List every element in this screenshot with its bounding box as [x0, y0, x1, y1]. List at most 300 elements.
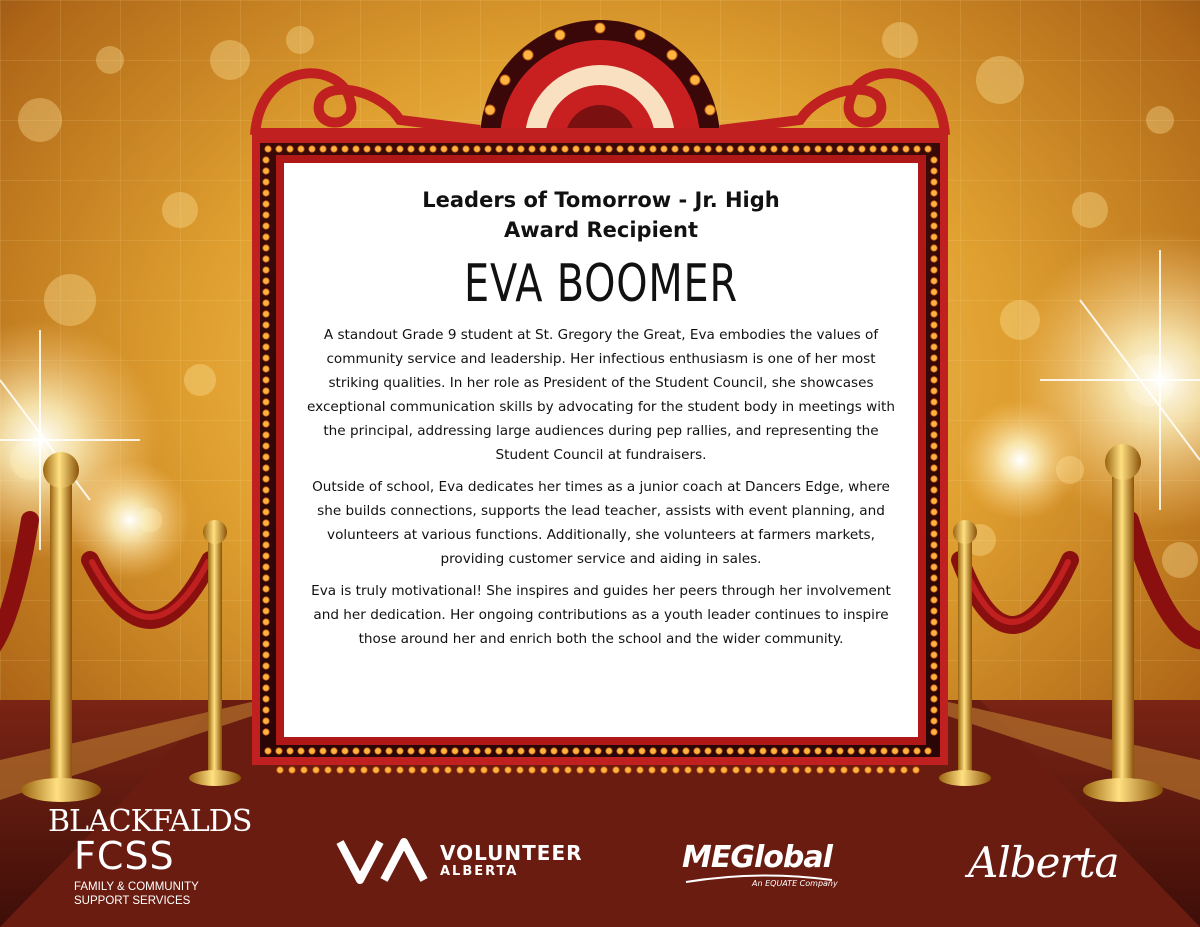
marquee-bulb [562, 146, 568, 152]
marquee-bulb [313, 767, 319, 773]
marquee-bulb [881, 748, 887, 754]
marquee-bulb [331, 748, 337, 754]
marquee-bulb [931, 597, 937, 603]
marquee-bulb [650, 748, 656, 754]
marquee-bulb [716, 146, 722, 152]
marquee-bulb [518, 748, 524, 754]
marquee-bulb [595, 748, 601, 754]
marquee-bulb [263, 289, 269, 295]
marquee-bulb [309, 748, 315, 754]
marquee-bulb [409, 767, 415, 773]
marquee-bulb [877, 767, 883, 773]
marquee-bulb [263, 718, 269, 724]
marquee-bulb [931, 344, 937, 350]
marquee-bulb [263, 245, 269, 251]
marquee-bulb [263, 465, 269, 471]
marquee-bulb [263, 487, 269, 493]
volunteer-wordmark: VOLUNTEER [440, 841, 583, 865]
marquee-bulb [870, 146, 876, 152]
marquee-bulb [298, 146, 304, 152]
marquee-bulb [931, 300, 937, 306]
alberta-subword: ALBERTA [440, 864, 519, 879]
marquee-bulb [697, 767, 703, 773]
marquee-bulb [263, 553, 269, 559]
marquee-bulb [749, 146, 755, 152]
marquee-bulb [433, 767, 439, 773]
marquee-bulb [364, 748, 370, 754]
marquee-bulb [277, 767, 283, 773]
marquee-bulb [931, 575, 937, 581]
marquee-bulb [931, 641, 937, 647]
marquee-bulb [577, 767, 583, 773]
marquee-bulb [628, 146, 634, 152]
marquee-bulb [430, 748, 436, 754]
marquee-bulb [263, 278, 269, 284]
marquee-bulb [457, 767, 463, 773]
fcss-subtitle-line2: SUPPORT SERVICES [74, 895, 191, 907]
marquee-bulb [705, 146, 711, 152]
marquee-bulb [771, 748, 777, 754]
marquee-bulb [931, 685, 937, 691]
marquee-bulb [694, 748, 700, 754]
marquee-bulb [931, 201, 937, 207]
marquee-bulb [573, 748, 579, 754]
marquee-bulb [325, 767, 331, 773]
marquee-bulb [309, 146, 315, 152]
marquee-bulb [474, 748, 480, 754]
marquee-bulb [661, 748, 667, 754]
marquee-bulb [931, 674, 937, 680]
marquee-bulb [769, 767, 775, 773]
marquee-bulb [931, 487, 937, 493]
marquee-bulb [733, 767, 739, 773]
meglobal-wordmark: MEGlobal [682, 840, 832, 875]
marquee-bulb [931, 619, 937, 625]
marquee-bulb [397, 748, 403, 754]
marquee-bulb [463, 146, 469, 152]
marquee-bulb [931, 168, 937, 174]
marquee-bulb [931, 333, 937, 339]
marquee-bulb [263, 234, 269, 240]
marquee-bulb [263, 476, 269, 482]
marquee-bulb [397, 146, 403, 152]
marquee-bulb [931, 388, 937, 394]
marquee-bulb [931, 465, 937, 471]
marquee-bulb [931, 652, 937, 658]
marquee-bulb [931, 509, 937, 515]
marquee-bulb [931, 630, 937, 636]
marquee-bulb [276, 748, 282, 754]
marquee-bulb [727, 146, 733, 152]
marquee-bulb [793, 146, 799, 152]
marquee-bulb [931, 454, 937, 460]
marquee-bulb [931, 223, 937, 229]
marquee-bulb [263, 388, 269, 394]
marquee-bulb [931, 267, 937, 273]
marquee-bulb [757, 767, 763, 773]
marquee-bulb [386, 748, 392, 754]
marquee-bulb [889, 767, 895, 773]
marquee-bulb [493, 767, 499, 773]
marquee-bulb [649, 767, 655, 773]
marquee-bulb [263, 201, 269, 207]
marquee-bulb [287, 748, 293, 754]
marquee-bulb [837, 748, 843, 754]
marquee-bulb [276, 146, 282, 152]
marquee-bulb [263, 179, 269, 185]
marquee-bulb [931, 707, 937, 713]
marquee-bulb [931, 190, 937, 196]
marquee-bulb [804, 748, 810, 754]
marquee-bulb [263, 696, 269, 702]
marquee-bulb [562, 748, 568, 754]
marquee-bulb [815, 748, 821, 754]
marquee-bulb [914, 748, 920, 754]
marquee-bulb [386, 146, 392, 152]
marquee-bulb [263, 509, 269, 515]
marquee-bulb [353, 146, 359, 152]
marquee-bulb [931, 586, 937, 592]
marquee-bulb [661, 146, 667, 152]
marquee-bulb [782, 748, 788, 754]
marquee-bulb [931, 256, 937, 262]
marquee-bulb [625, 767, 631, 773]
marquee-bulb [263, 355, 269, 361]
marquee-bulb [931, 443, 937, 449]
marquee-bulb [263, 619, 269, 625]
marquee-bulb [913, 767, 919, 773]
marquee-bulb [263, 564, 269, 570]
marquee-bulb [565, 767, 571, 773]
marquee-bulb [685, 767, 691, 773]
marquee-bulb [397, 767, 403, 773]
marquee-bulb [639, 146, 645, 152]
alberta-wordmark: Alberta [968, 838, 1119, 887]
marquee-bulb [931, 212, 937, 218]
marquee-bulb [853, 767, 859, 773]
marquee-bulb [553, 767, 559, 773]
marquee-bulb [408, 748, 414, 754]
marquee-bulb [263, 311, 269, 317]
marquee-bulb [931, 421, 937, 427]
marquee-bulb [931, 729, 937, 735]
marquee-bulb [289, 767, 295, 773]
marquee-bulb [263, 630, 269, 636]
marquee-bulb [661, 767, 667, 773]
marquee-bulb [639, 748, 645, 754]
marquee-bulb [263, 157, 269, 163]
marquee-bulb [931, 476, 937, 482]
marquee-bulb [430, 146, 436, 152]
marquee-bulb [373, 767, 379, 773]
marquee-bulb [931, 432, 937, 438]
marquee-bulb [551, 146, 557, 152]
marquee-bulb [672, 146, 678, 152]
award-title-line1: Leaders of Tomorrow - Jr. High [422, 188, 780, 212]
marquee-bulb [815, 146, 821, 152]
marquee-bulb [931, 696, 937, 702]
award-title-line2: Award Recipient [503, 218, 699, 242]
marquee-bulb [263, 399, 269, 405]
marquee-bulb [263, 641, 269, 647]
marquee-bulb [613, 767, 619, 773]
marquee-bulb [441, 748, 447, 754]
marquee-bulb [931, 157, 937, 163]
marquee-bulb [760, 748, 766, 754]
marquee-bulb [263, 190, 269, 196]
marquee-bulb [518, 146, 524, 152]
marquee-bulb [931, 608, 937, 614]
bio-paragraph-3: Eva is truly motivational! She inspires and guides her peers through her involvement and her dedication. Her ongoing contributions as a youth leader continues to inspire those around her and enrich both the school and the wider community. [311, 583, 891, 647]
marquee-bulb [606, 748, 612, 754]
marquee-bulb [419, 748, 425, 754]
marquee-bulb [263, 443, 269, 449]
marquee-bulb [375, 146, 381, 152]
marquee-bulb [263, 531, 269, 537]
marquee-bulb [265, 748, 271, 754]
marquee-bulb [263, 333, 269, 339]
marquee-bulb [931, 410, 937, 416]
marquee-bulb [931, 531, 937, 537]
marquee-bulb [595, 146, 601, 152]
marquee-bulb [901, 767, 907, 773]
marquee-bulb [385, 767, 391, 773]
marquee-bulb [320, 146, 326, 152]
bio-paragraph-1: A standout Grade 9 student at St. Gregory the Great, Eva embodies the values of community service and leadership. Her infectious enthusiasm is one of her most striking qualities. In her role as President of the Student Council, she showcases exceptional communication skills by advocating for the student body in meetings with the principal, addressing large audiences during pep rallies, and representing the Student Council at fundraisers. [307, 327, 895, 463]
marquee-bulb [914, 146, 920, 152]
marquee-bulb [931, 399, 937, 405]
marquee-bulb [452, 146, 458, 152]
marquee-bulb [551, 748, 557, 754]
marquee-bulb [931, 377, 937, 383]
marquee-bulb [837, 146, 843, 152]
marquee-bulb [584, 146, 590, 152]
marquee-bulb [463, 748, 469, 754]
marquee-bulb [793, 767, 799, 773]
marquee-bulb [931, 542, 937, 548]
marquee-bulb [931, 498, 937, 504]
marquee-bulb [931, 245, 937, 251]
marquee-bulb [829, 767, 835, 773]
marquee-bulb [263, 212, 269, 218]
marquee-bulb [263, 256, 269, 262]
marquee-bulb [263, 575, 269, 581]
marquee-bulb [364, 146, 370, 152]
marquee-bulb [931, 289, 937, 295]
marquee-bulb [870, 748, 876, 754]
marquee-bulb [931, 366, 937, 372]
marquee-bulb [892, 748, 898, 754]
marquee-bulb [931, 311, 937, 317]
marquee-bulb [263, 267, 269, 273]
marquee-bulb [826, 146, 832, 152]
award-panel [284, 163, 918, 737]
marquee-bulb [673, 767, 679, 773]
marquee-bulb [452, 748, 458, 754]
marquee-bulb [903, 146, 909, 152]
marquee-bulb [650, 146, 656, 152]
marquee-bulb [445, 767, 451, 773]
marquee-bulb [931, 564, 937, 570]
marquee-bulb [263, 377, 269, 383]
marquee-bulb [375, 748, 381, 754]
marquee-bulb [793, 748, 799, 754]
marquee-bulb [529, 748, 535, 754]
marquee-bulb [738, 146, 744, 152]
marquee-bulb [721, 767, 727, 773]
marquee-bulb [342, 146, 348, 152]
marquee-bulb [485, 748, 491, 754]
marquee-bulb [709, 767, 715, 773]
marquee-bulb [738, 748, 744, 754]
marquee-bulb [496, 146, 502, 152]
marquee-bulb [617, 146, 623, 152]
marquee-bulb [263, 586, 269, 592]
marquee-bulb [263, 729, 269, 735]
marquee-bulb [925, 146, 931, 152]
marquee-bulb [749, 748, 755, 754]
marquee-bulb [865, 767, 871, 773]
marquee-bulb [573, 146, 579, 152]
marquee-bulb [848, 748, 854, 754]
marquee-bulb [848, 146, 854, 152]
marquee-bulb [481, 767, 487, 773]
marquee-bulb [474, 146, 480, 152]
marquee-bulb [683, 146, 689, 152]
marquee-bulb [263, 432, 269, 438]
marquee-bulb [517, 767, 523, 773]
marquee-bulb [782, 146, 788, 152]
marquee-bulb [931, 278, 937, 284]
marquee-bulb [541, 767, 547, 773]
marquee-bulb [263, 223, 269, 229]
marquee-bulb [805, 767, 811, 773]
marquee-bulb [263, 344, 269, 350]
marquee-bulb [507, 146, 513, 152]
marquee-bulb [287, 146, 293, 152]
marquee-bulb [265, 146, 271, 152]
marquee-bulb [419, 146, 425, 152]
marquee-bulb [859, 748, 865, 754]
marquee-bulb [485, 146, 491, 152]
marquee-bulb [628, 748, 634, 754]
marquee-bulb [540, 146, 546, 152]
marquee-bulb [263, 498, 269, 504]
marquee-bulb [817, 767, 823, 773]
marquee-bulb [859, 146, 865, 152]
marquee-bulb [263, 300, 269, 306]
marquee-bulb [263, 652, 269, 658]
marquee-bulb [606, 146, 612, 152]
marquee-bulb [505, 767, 511, 773]
fcss-subtitle-line1: FAMILY & COMMUNITY [74, 881, 199, 893]
recipient-name: EVA BOOMER [464, 254, 738, 314]
marquee-bulb [263, 542, 269, 548]
meglobal-tagline: An EQUATE Company [752, 879, 838, 888]
marquee-bulb [263, 168, 269, 174]
marquee-bulb [421, 767, 427, 773]
marquee-bulb [301, 767, 307, 773]
marquee-bulb [760, 146, 766, 152]
marquee-bulb [672, 748, 678, 754]
marquee-bulb [745, 767, 751, 773]
marquee-bulb [931, 322, 937, 328]
marquee-bulb [263, 707, 269, 713]
fcss-subtitle [74, 880, 199, 908]
blackfalds-wordmark: BLACKFALDS [48, 804, 252, 839]
marquee-bulb [925, 748, 931, 754]
marquee-bulb [617, 748, 623, 754]
marquee-bulb [903, 748, 909, 754]
marquee-bulb [263, 421, 269, 427]
marquee-bulb [841, 767, 847, 773]
marquee-bulb [694, 146, 700, 152]
marquee-bulb [637, 767, 643, 773]
marquee-bulb [263, 685, 269, 691]
marquee-bulb [931, 234, 937, 240]
marquee-bulb [931, 520, 937, 526]
marquee-bulb [804, 146, 810, 152]
marquee-bulb [353, 748, 359, 754]
marquee-bulb [263, 597, 269, 603]
marquee-bulb [263, 608, 269, 614]
marquee-bulb [584, 748, 590, 754]
marquee-bulb [263, 322, 269, 328]
marquee-bulb [881, 146, 887, 152]
volunteer-alberta-icon [336, 836, 436, 886]
marquee-bulb [507, 748, 513, 754]
marquee-bulb [826, 748, 832, 754]
marquee-bulb [469, 767, 475, 773]
marquee-bulb [727, 748, 733, 754]
marquee-bulb [683, 748, 689, 754]
marquee-bulb [781, 767, 787, 773]
marquee-bulb [337, 767, 343, 773]
marquee-bulb [263, 520, 269, 526]
marquee-bulb [529, 146, 535, 152]
bio-paragraph-2: Outside of school, Eva dedicates her times as a junior coach at Dancers Edge, where she builds connections, supports the lead teacher, assists with event planning, and volunteers at various functions. Additionally, she volunteers at farmers markets, providing customer service and aiding in sales. [312, 479, 890, 567]
marquee-bulb [716, 748, 722, 754]
marquee-bulb [263, 663, 269, 669]
marquee-bulb [931, 553, 937, 559]
marquee-bulb [931, 355, 937, 361]
marquee-bulb [263, 366, 269, 372]
marquee-bulb [892, 146, 898, 152]
marquee-bulb [320, 748, 326, 754]
marquee-bulb [589, 767, 595, 773]
marquee-bulb [298, 748, 304, 754]
marquee-bulb [931, 663, 937, 669]
marquee-bulb [408, 146, 414, 152]
marquee-bulb [540, 748, 546, 754]
marquee-bulb [263, 674, 269, 680]
marquee-bulb [601, 767, 607, 773]
marquee-bulb [931, 179, 937, 185]
marquee-bulb [705, 748, 711, 754]
marquee-bulb [342, 748, 348, 754]
marquee-bulb [441, 146, 447, 152]
marquee-bulb [263, 454, 269, 460]
marquee-bulb [349, 767, 355, 773]
marquee-bulb [263, 410, 269, 416]
marquee-bulb [771, 146, 777, 152]
marquee-bulb [331, 146, 337, 152]
marquee-bulb [931, 718, 937, 724]
marquee-bulb [529, 767, 535, 773]
fcss-wordmark: FCSS [74, 834, 175, 878]
marquee-bulb [361, 767, 367, 773]
marquee-bulb [496, 748, 502, 754]
